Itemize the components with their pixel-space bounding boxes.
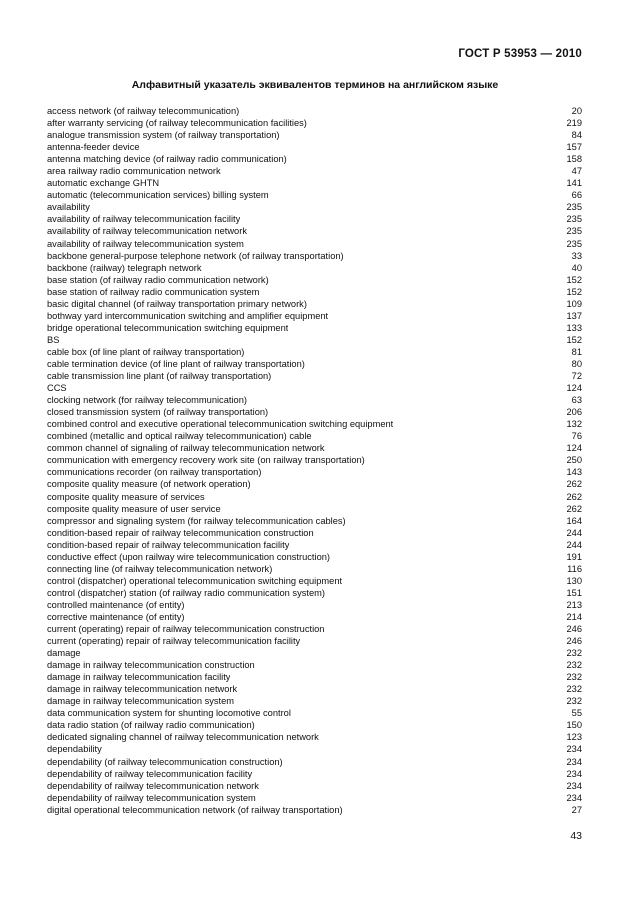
index-entry	[47, 250, 582, 262]
index-entry-term: communication with emergency recovery work site (on railway transportation)	[47, 455, 365, 466]
index-entry	[47, 623, 582, 635]
index-entry-page: 40	[571, 262, 582, 273]
index-entry	[47, 334, 582, 346]
index-entry	[47, 635, 582, 647]
index-entry-page: 206	[566, 407, 582, 418]
index-entry-page: 152	[566, 334, 582, 345]
index-entry-term: closed transmission system (of railway transportation)	[47, 407, 269, 418]
index-entry	[47, 274, 582, 286]
index-entry-page: 262	[566, 479, 582, 490]
index-entry	[47, 358, 582, 370]
index-entry-term: dependability (of railway telecommunication construction)	[47, 756, 283, 767]
index-entry	[47, 551, 582, 563]
index-entry-term: base station (of railway radio communication network)	[47, 274, 269, 285]
index-entry-term: condition-based repair of railway telecommunication facility	[47, 539, 290, 550]
index-entry-term: availability	[47, 202, 90, 213]
index-entry	[47, 743, 582, 755]
index-entry-term: clocking network (for railway telecommunication)	[47, 395, 247, 406]
index-entry	[47, 478, 582, 490]
index-entry-term: availability of railway telecommunication system	[47, 238, 244, 249]
index-entry	[47, 394, 582, 406]
index-entry-term: CCS	[47, 383, 67, 394]
index-entry-page: 234	[566, 744, 582, 755]
index-entry-page: 234	[566, 768, 582, 779]
index-entry-term: automatic (telecommunication services) billing system	[47, 190, 269, 201]
index-entry-term: basic digital channel (of railway transportation primary network)	[47, 298, 307, 309]
index-entry-page: 55	[571, 708, 582, 719]
index-entry-term: dependability	[47, 744, 102, 755]
index-entry-term: common channel of signaling of railway telecommunication network	[47, 443, 325, 454]
index-entry-term: access network (of railway telecommunication)	[47, 106, 240, 116]
index-entry-term: analogue transmission system (of railway transportation)	[47, 130, 280, 141]
index-entry	[47, 599, 582, 611]
index-entry-page: 133	[566, 322, 582, 333]
index-entry-page: 250	[566, 455, 582, 466]
index-entry-term: damage in railway telecommunication system	[47, 696, 235, 707]
index-entry-page: 132	[566, 419, 582, 430]
index-entry-term: damage in railway telecommunication construction	[47, 660, 255, 671]
index-entry	[47, 262, 582, 274]
index-entry-term: composite quality measure of user service	[47, 503, 221, 514]
index-entry-term: base station of railway radio communication system	[47, 286, 260, 297]
index-entry-page: 66	[571, 190, 582, 201]
index-entry-term: combined control and executive operational telecommunication switching equipment	[47, 419, 394, 430]
index-entry	[47, 442, 582, 454]
index-entry-term: dependability of railway telecommunication system	[47, 792, 256, 803]
index-entry-term: combined (metallic and optical railway telecommunication) cable	[47, 431, 312, 442]
index-entry-term: BS	[47, 334, 60, 345]
index-entry-page: 213	[566, 599, 582, 610]
index-entry	[47, 671, 582, 683]
index-entry-term: dependability of railway telecommunication facility	[47, 768, 253, 779]
index-entry-page: 84	[571, 130, 582, 141]
index-entry	[47, 370, 582, 382]
index-entry-page: 150	[566, 720, 582, 731]
index-entry-page: 158	[566, 154, 582, 165]
index-entry	[47, 141, 582, 153]
index-entry-page: 232	[566, 660, 582, 671]
page-number: 43	[570, 830, 582, 842]
index-entry-term: bridge operational telecommunication switching equipment	[47, 322, 289, 333]
index-entry	[47, 189, 582, 201]
index-entry-term: composite quality measure of services	[47, 491, 205, 502]
index-entry	[47, 238, 582, 250]
index-entry-page: 124	[566, 383, 582, 394]
index-entry-term: data radio station (of railway radio communication)	[47, 720, 255, 731]
index-title: Алфавитный указатель эквивалентов терминов на английском языке	[131, 79, 499, 91]
index-entry-term: backbone general-purpose telephone network (of railway transportation)	[47, 250, 344, 261]
index-entry-term: controlled maintenance (of entity)	[47, 599, 185, 610]
index-entry-page: 109	[566, 298, 582, 309]
index-entry	[47, 225, 582, 237]
index-entry-page: 20	[571, 106, 582, 116]
index-entry-page: 214	[566, 611, 582, 622]
index-entry-term: dependability of railway telecommunication network	[47, 780, 259, 791]
index-entry-page: 235	[566, 238, 582, 249]
index-entry-term: condition-based repair of railway telecommunication construction	[47, 527, 314, 538]
index-entry	[47, 165, 582, 177]
index-entry-page: 244	[566, 527, 582, 538]
index-entry-page: 63	[571, 395, 582, 406]
index-entry	[47, 418, 582, 430]
index-entry	[47, 117, 582, 129]
index-entry-page: 141	[566, 178, 582, 189]
index-entry-page: 246	[566, 636, 582, 647]
index-entry	[47, 454, 582, 466]
index-entry	[47, 105, 582, 117]
index-entry	[47, 286, 582, 298]
index-entry-term: conductive effect (upon railway wire telecommunication construction)	[47, 551, 331, 562]
index-entry-page: 152	[566, 286, 582, 297]
index-entry-page: 234	[566, 756, 582, 767]
index-entry-term: automatic exchange GHTN	[47, 178, 160, 189]
index-entry-page: 130	[566, 575, 582, 586]
index-entry-page: 232	[566, 672, 582, 683]
index-entry	[47, 756, 582, 768]
index-entry-page: 164	[566, 515, 582, 526]
index-entry-term: connecting line (of railway telecommunication network)	[47, 563, 273, 574]
index-entry-term: data communication system for shunting locomotive control	[47, 708, 291, 719]
index-entry-term: after warranty servicing (of railway telecommunication facilities)	[47, 118, 307, 129]
index-entry-page: 234	[566, 792, 582, 803]
index-entry-term: cable transmission line plant (of railway transportation)	[47, 371, 272, 382]
index-entry	[47, 503, 582, 515]
index-entry-page: 76	[571, 431, 582, 442]
index-entry-page: 246	[566, 624, 582, 635]
index-entry	[47, 382, 582, 394]
index-entry	[47, 659, 582, 671]
index-entry-page: 137	[566, 310, 582, 321]
index-entry-page: 116	[567, 563, 582, 574]
index-entry-page: 81	[571, 346, 582, 357]
index-entry-page: 232	[566, 648, 582, 659]
index-entry	[47, 780, 582, 792]
index-entry	[47, 683, 582, 695]
index-entry-page: 191	[566, 551, 582, 562]
index-entry	[47, 129, 582, 141]
index-entry-term: antenna-feeder device	[47, 142, 140, 153]
index-entry-term: digital operational telecommunication network (of railway transportation)	[47, 804, 343, 815]
index-entry-term: corrective maintenance (of entity)	[47, 611, 185, 622]
index-entry	[47, 298, 582, 310]
index-entry	[47, 322, 582, 334]
index-entry-term: current (operating) repair of railway telecommunication construction	[47, 624, 325, 635]
index-entry	[47, 731, 582, 743]
index-entry-page: 80	[571, 358, 582, 369]
index-entry-page: 232	[566, 696, 582, 707]
index-entry-term: antenna matching device (of railway radio communication)	[47, 154, 287, 165]
index-entry	[47, 719, 582, 731]
index-entry	[47, 647, 582, 659]
index-entry	[47, 539, 582, 551]
index-entry-page: 235	[566, 226, 582, 237]
index-entry	[47, 153, 582, 165]
index-entry	[47, 491, 582, 503]
index-entry	[47, 177, 582, 189]
index-entry-term: dedicated signaling channel of railway telecommunication network	[47, 732, 319, 743]
index-entry-term: damage in railway telecommunication network	[47, 684, 238, 695]
index-entry-term: control (dispatcher) station (of railway radio communication system)	[47, 587, 325, 598]
term-index-list	[47, 105, 582, 816]
index-entry-page: 235	[566, 202, 582, 213]
index-entry	[47, 563, 582, 575]
standard-header: ГОСТ Р 53953 — 2010	[458, 48, 582, 60]
index-entry-page: 143	[566, 467, 582, 478]
index-entry	[47, 515, 582, 527]
index-entry-page: 47	[571, 166, 582, 177]
index-entry-term: composite quality measure (of network operation)	[47, 479, 251, 490]
index-entry	[47, 587, 582, 599]
index-entry-page: 151	[566, 587, 582, 598]
index-entry	[47, 466, 582, 478]
index-entry-page: 157	[566, 142, 582, 153]
index-entry	[47, 611, 582, 623]
index-entry	[47, 792, 582, 804]
index-entry-page: 27	[571, 804, 582, 815]
index-entry-page: 262	[566, 491, 582, 502]
index-entry	[47, 201, 582, 213]
index-entry	[47, 346, 582, 358]
index-entry-page: 262	[566, 503, 582, 514]
index-entry-term: current (operating) repair of railway telecommunication facility	[47, 636, 301, 647]
index-entry	[47, 707, 582, 719]
index-entry-page: 219	[566, 118, 582, 129]
index-entry	[47, 804, 582, 816]
index-entry-term: availability of railway telecommunication network	[47, 226, 247, 237]
index-entry	[47, 695, 582, 707]
index-entry-page: 232	[566, 684, 582, 695]
index-entry	[47, 406, 582, 418]
index-entry-term: communications recorder (on railway transportation)	[47, 467, 262, 478]
index-entry-term: compressor and signaling system (for railway telecommunication cables)	[47, 515, 346, 526]
index-entry-term: backbone (railway) telegraph network	[47, 262, 202, 273]
index-entry-term: availability of railway telecommunication facility	[47, 214, 241, 225]
index-entry-term: damage in railway telecommunication facility	[47, 672, 231, 683]
index-entry-term: control (dispatcher) operational telecommunication switching equipment	[47, 575, 343, 586]
index-entry-term: damage	[47, 648, 81, 659]
index-entry-term: area railway radio communication network	[47, 166, 221, 177]
index-entry-page: 72	[571, 371, 582, 382]
index-entry-page: 123	[566, 732, 582, 743]
index-entry	[47, 768, 582, 780]
index-entry-term: cable termination device (of line plant of railway transportation)	[47, 358, 305, 369]
index-entry-term: bothway yard intercommunication switching and amplifier equipment	[47, 310, 329, 321]
index-entry-page: 244	[566, 539, 582, 550]
index-entry	[47, 527, 582, 539]
index-entry-term: cable box (of line plant of railway transportation)	[47, 346, 245, 357]
index-entry	[47, 213, 582, 225]
index-entry-page: 152	[566, 274, 582, 285]
index-entry-page: 235	[566, 214, 582, 225]
index-entry	[47, 575, 582, 587]
index-entry	[47, 430, 582, 442]
index-entry-page: 234	[566, 780, 582, 791]
index-entry-page: 124	[566, 443, 582, 454]
index-entry-page: 33	[571, 250, 582, 261]
index-entry	[47, 310, 582, 322]
